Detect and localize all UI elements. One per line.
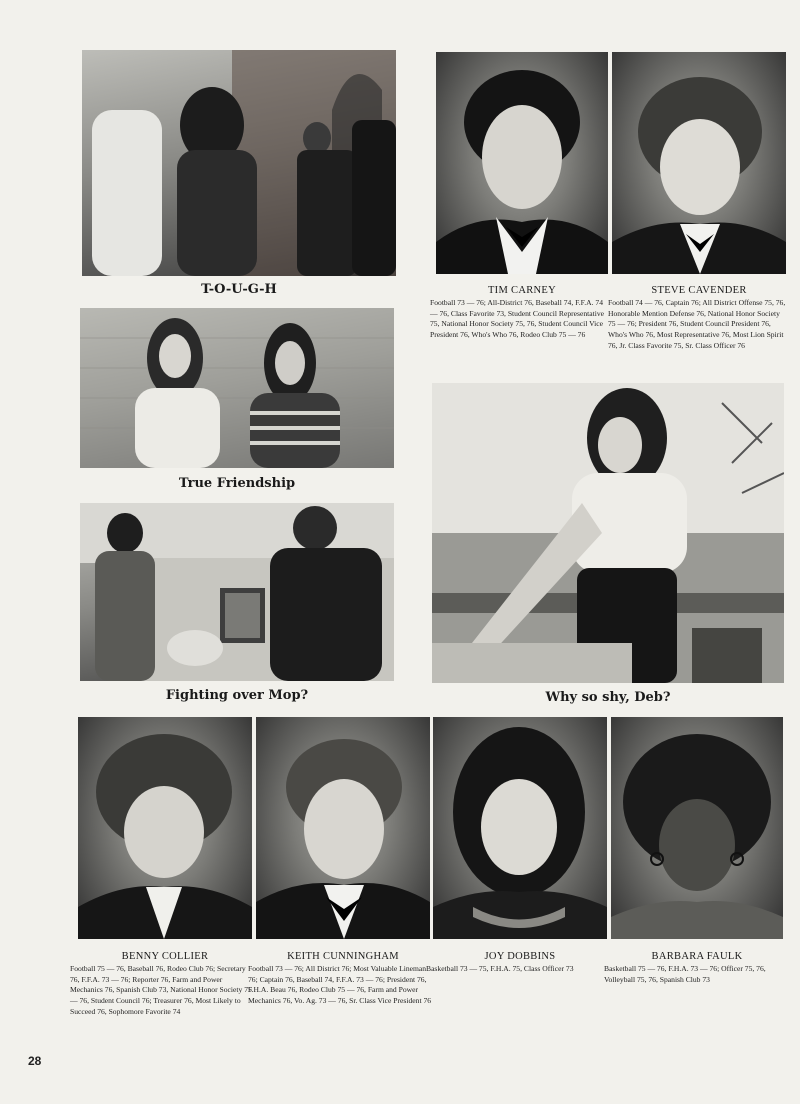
tim-carney-bio: Football 73 — 76; All-District 76, Baseball 74, F.F.A. 74 — 76, Class Favorite 73, Student Council Representative 75, National Honor Society 75, 76, Student Council Vice President 76, Who's Who 76, Rodeo Club 75 — 76 bbox=[430, 298, 604, 340]
joy-dobbins-portrait bbox=[433, 717, 607, 939]
steve-cavender-portrait bbox=[612, 52, 786, 274]
benny-collier-portrait bbox=[78, 717, 252, 939]
barbara-faulk-name: BARBARA FAULK bbox=[651, 951, 743, 962]
tough-photo bbox=[82, 50, 396, 276]
tim-carney-name: TIM CARNEY bbox=[487, 285, 557, 296]
joy-dobbins-name: JOY DOBBINS bbox=[484, 951, 556, 962]
fighting-over-mop-photo bbox=[80, 503, 394, 681]
steve-cavender-bio: Football 74 — 76, Captain 76; All District Offense 75, 76, Honorable Mention Defense 76, National Honor Society 75 — 76; President 76, Student Council President 76, Who's Who 76, Most Representative 76, Most Lion Spirit 76, Jr. Class Favorite 75, Sr. Class Officer 76 bbox=[608, 298, 786, 350]
keith-cunningham-portrait bbox=[256, 717, 430, 939]
benny-collier-bio: Football 75 — 76, Baseball 76, Rodeo Club 76; Secretary 76, F.F.A. 73 — 76; Reporter 76, Farm and Power Mechanics 76, Spanish Club 73, National Honor Society 75 — 76, Student Council 76; Treasurer 76, Most Likely to Succeed 76, Sophomore Favorite 74 bbox=[70, 964, 252, 1016]
page-number: 28 bbox=[28, 1054, 42, 1068]
keith-cunningham-name: KEITH CUNNINGHAM bbox=[287, 951, 399, 962]
steve-cavender-name: STEVE CAVENDER bbox=[651, 285, 747, 296]
joy-dobbins-bio: Basketball 73 — 75, F.H.A. 75, Class Officer 73 bbox=[426, 964, 574, 973]
true-friendship-photo bbox=[80, 308, 394, 468]
why-so-shy-deb-caption: Why so shy, Deb? bbox=[545, 690, 671, 705]
true-friendship-caption: True Friendship bbox=[178, 476, 296, 491]
barbara-faulk-portrait bbox=[611, 717, 783, 939]
tim-carney-portrait bbox=[436, 52, 608, 274]
tough-caption: T-O-U-G-H bbox=[201, 282, 277, 297]
keith-cunningham-bio: Football 73 — 76; All District 76; Most Valuable Lineman 76; Captain 76, Baseball 74, F.F.A. 73 — 76; President 76, F.H.A. Beau 76, Rodeo Club 75 — 76, Farm and Power Mechanics 76, Vo. Ag. 73 — 76, Sr. Class Vice President 76 bbox=[248, 964, 432, 1006]
fighting-over-mop-caption: Fighting over Mop? bbox=[165, 688, 309, 703]
why-so-shy-deb-photo bbox=[432, 383, 784, 683]
benny-collier-name: BENNY COLLIER bbox=[121, 951, 209, 962]
barbara-faulk-bio: Basketball 75 — 76, F.H.A. 73 — 76; Officer 75, 76, Volleyball 75, 76, Spanish Club 73 bbox=[604, 964, 766, 984]
